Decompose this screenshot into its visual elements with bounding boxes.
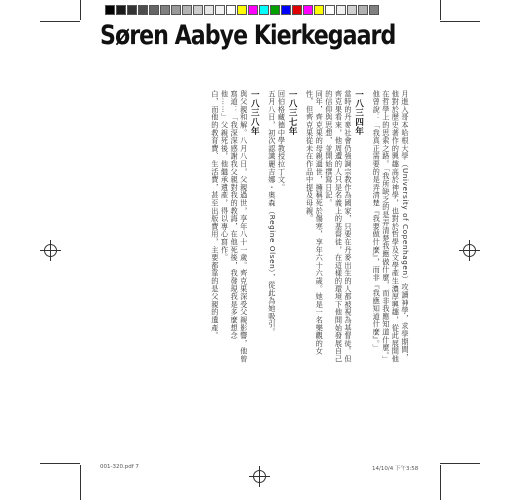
paragraph-2: 當時的丹麥社會仍強調宗教作為國家，只要在丹麥出生的人都被視為基督徒。但齊克果看來，他周遭的人只是名義上的基督徒，在這樣的環境下他開始發展自己的信仰與思想，並開始撰寫日記。: [324, 90, 354, 363]
footer-file-info: 001-320.pdf 7: [100, 464, 139, 470]
color-patch: [325, 5, 335, 15]
paragraph-7: 白，而他的教育費、生活費，甚至出版費用，主要都靠的是父親的遺產。: [210, 90, 220, 340]
color-patch: [347, 5, 357, 15]
color-patch: [127, 5, 137, 15]
color-patch: [369, 5, 379, 15]
paragraph-1: 月進入哥本哈根大學（University of Copenhagen）攻讀神學，求學期間，他對於歷史著作的興趣高於神學，也對於哲學及文學產生濃厚興趣，從此展開他在哲學上的思索之路。「我所缺乏的是弄清楚我應做什麼，而非我應知道什麼。」他曾說：「我真正需要的是弄清楚『我要做什麼』，而非『我應知道什麼』。」: [372, 90, 410, 364]
body-text: [160, 90, 410, 365]
color-patch: [336, 5, 346, 15]
paragraph-3: 同年，齊克果的母親過世，擁稱死於傷寒，享年六十六歲。她是一名樂觀的女性，但齊克果從未在作品中提及母親。: [305, 90, 325, 356]
color-calibration-bar: [105, 5, 380, 15]
color-patch: [281, 5, 291, 15]
crop-mark-top-left-h: [40, 21, 80, 22]
year-heading-1834: 一八三四年: [353, 90, 364, 136]
crop-mark-bottom-left-h: [40, 463, 80, 464]
color-patch: [358, 5, 368, 15]
page-title: Søren Aabye Kierkegaard: [100, 20, 396, 51]
color-patch: [259, 5, 269, 15]
crop-mark-bottom-right-h: [440, 463, 480, 464]
color-patch: [149, 5, 159, 15]
color-patch: [314, 5, 324, 15]
registration-mark-left: [44, 244, 57, 257]
registration-mark-bottom: [253, 470, 266, 483]
color-patch: [171, 5, 181, 15]
registration-mark-right: [463, 244, 476, 257]
crop-mark-top-left-v: [80, 0, 81, 20]
color-patch: [182, 5, 192, 15]
footer-timestamp: 14/10/4 下午3:58: [372, 466, 419, 472]
color-patch: [160, 5, 170, 15]
year-heading-1838: 一八三八年: [249, 90, 260, 136]
color-patch: [292, 5, 302, 15]
color-patch: [270, 5, 280, 15]
color-patch: [237, 5, 247, 15]
crop-mark-bottom-right-v: [440, 465, 441, 500]
paragraph-5: 五月八日，初次認識麗吉娜・奧森（Regine Olsen），從此為她吸引。: [267, 90, 277, 336]
color-patch: [204, 5, 214, 15]
color-patch: [215, 5, 225, 15]
color-patch: [248, 5, 258, 15]
color-patch: [116, 5, 126, 15]
color-patch: [226, 5, 236, 15]
color-patch: [303, 5, 313, 15]
color-patch: [105, 5, 115, 15]
paragraph-4: 回伯格藏德中學教授拉丁文。: [277, 90, 287, 192]
paragraph-6: 與父親和解。八月八日，父親過世，享年八十一歲。齊克果深受父親影響，他曾寫道：「我深深感謝我父親對我的教誨，在他死後，我發現我是多麼想念他……」父親死後，他繼承遺產，得以專心寫作。: [220, 90, 249, 363]
crop-mark-bottom-left-v: [80, 465, 81, 500]
crop-mark-top-right-h: [440, 21, 480, 22]
color-patch: [193, 5, 203, 15]
crop-mark-top-right-v: [440, 0, 441, 20]
year-heading-1837: 一八三七年: [287, 90, 298, 136]
color-patch: [138, 5, 148, 15]
